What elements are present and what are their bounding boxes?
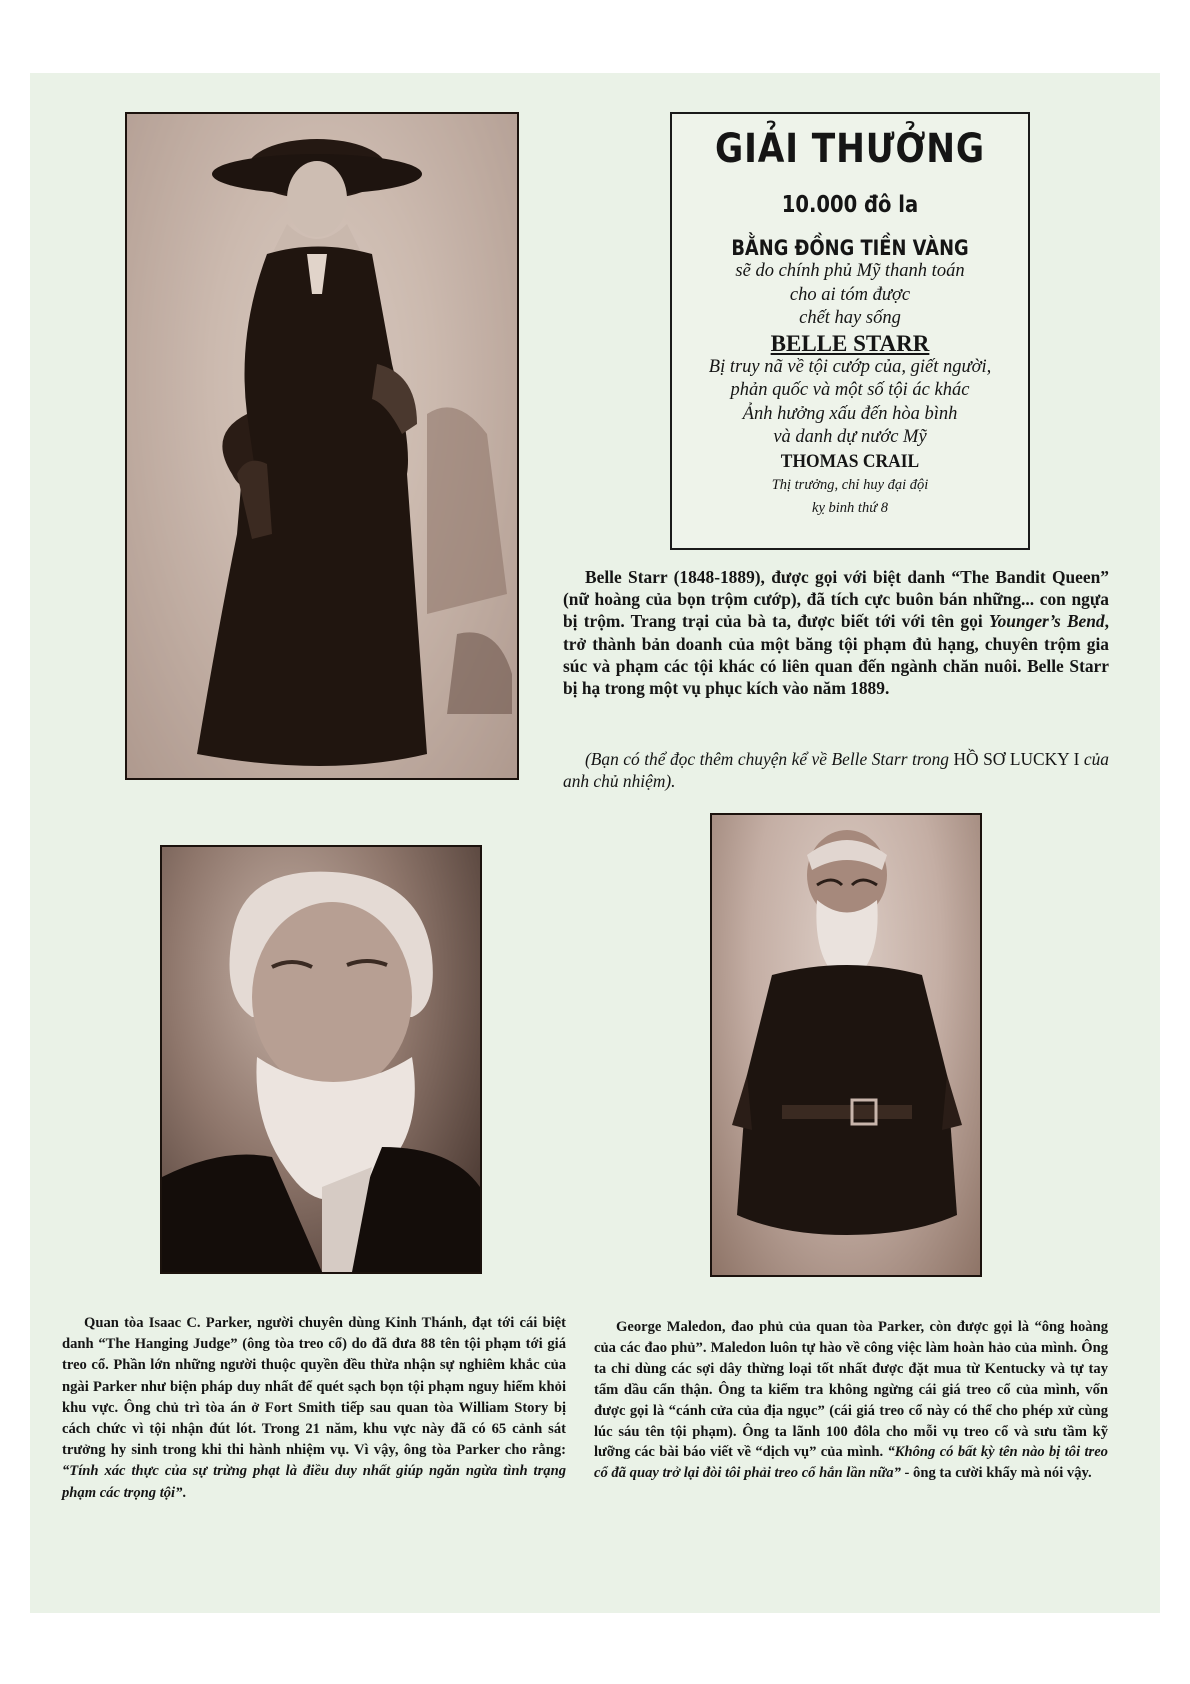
caption-text: - ông ta cười khẩy mà nói vậy. [900, 1465, 1092, 1482]
caption-quote: “Không có bất kỳ tên nào bị tôi treo cổ đã quay trở lại đòi tôi phải treo cổ hắn lần nữa” [594, 1444, 1108, 1482]
caption-text: . [182, 1484, 187, 1501]
reward-line: Bị truy nã về tội cướp của, giết người, [708, 356, 992, 377]
note-book-title: HỒ SƠ LUCKY I [953, 749, 1080, 769]
reward-line: cho ai tóm được [789, 284, 911, 305]
caption-quote: “Tính xác thực của sự trừng phạt là điều duy nhất giúp ngăn ngừa tình trạng phạm các trọng tội” [62, 1463, 566, 1501]
reward-poster [670, 112, 1030, 550]
signer-title: kỵ binh thứ 8 [812, 499, 888, 516]
note-text: của anh chủ nhiệm). [563, 749, 1109, 792]
reward-line: sẽ do chính phủ Mỹ thanh toán [735, 261, 965, 281]
reward-subtitle: BẰNG ĐỒNG TIỀN VÀNG [731, 236, 969, 260]
caption-text: Quan tòa Isaac C. Parker, người chuyên dùng Kinh Thánh, đạt tới cái biệt danh “The Hanging Judge” (ông tòa treo cổ) do đã đưa 88 tên tội phạm tới giá treo cổ. Phần lớn những người thuộc quyền đều thừa nhận sự nghiêm khắc của ngài Parker như biện pháp duy nhất để quét sạch bọn tội phạm nguy hiểm khỏi khu vực. Ông chủ trì tòa án ở Fort Smith tiếp sau quan tòa William Story bị cách chức vì tội nhận đút lót. Trong 21 năm, khu vực này đã có 65 cảnh sát trưởng hy sinh trong khi thi hành nhiệm vụ. Vì vậy, ông tòa Parker cho rằng: [62, 1315, 566, 1459]
isaac-parker-photo [160, 845, 482, 1274]
reward-line: và danh dự nước Mỹ [773, 427, 927, 447]
caption-italic: Younger’s Bend [988, 611, 1105, 632]
caption-text: George Maledon, đao phủ của quan tòa Parker, còn được gọi là “ông hoàng của các đao phủ”. Maledon luôn tự hào về công việc làm hoàn hảo của mình. Ông ta chỉ dùng các sợi dây thừng loại tốt nhất được đặt mua từ Kentucky và tự tay tẩm dầu cẩn thận. Ông ta kiểm tra không ngừng cái giá treo cổ của mình, vốn được gọi là “cánh cửa của địa ngục” (cái giá treo cổ này có thể cho phép xử cùng lúc sáu tên tội phạm). Ông ta lãnh 100 đôla cho mỗi vụ treo cổ và sưu tầm kỹ lưỡng các bài báo viết về “dịch vụ” của mình. [594, 1319, 1108, 1461]
note-text: (Bạn có thể đọc thêm chuyện kể về Belle Starr trong [585, 749, 954, 769]
reward-amount: 10.000 đô la [781, 192, 919, 218]
belle-starr-note [563, 748, 1109, 792]
belle-starr-caption [563, 566, 1109, 699]
isaac-parker-caption [62, 1313, 566, 1504]
belle-starr-photo [125, 112, 519, 780]
caption-text: , trở thành bản doanh của một băng tội phạm đủ hạng, chuyên trộm gia súc và phạm các tội khác có liên quan đến ngành chăn nuôi. Belle Starr bị hạ trong một vụ phục kích vào năm 1889. [563, 611, 1109, 699]
signer-title: Thị trưởng, chỉ huy đại đội [771, 476, 929, 493]
george-maledon-photo [710, 813, 982, 1277]
reward-title: GIẢI THƯỞNG [715, 126, 985, 172]
reward-line: chết hay sống [799, 308, 901, 328]
reward-line: phản quốc và một số tội ác khác [730, 380, 970, 400]
wanted-name: BELLE STARR [770, 330, 930, 356]
george-maledon-caption [594, 1317, 1108, 1484]
signer-name: THOMAS CRAIL [780, 450, 920, 472]
caption-text: Belle Starr (1848-1889), được gọi với biệt danh “The Bandit Queen” (nữ hoàng của bọn trộm cướp), đã tích cực buôn bán những... con ngựa bị trộm. Trang trại của bà ta, được biết tới với tên gọi [563, 567, 1109, 632]
reward-line: Ảnh hưởng xấu đến hòa bình [742, 403, 958, 424]
